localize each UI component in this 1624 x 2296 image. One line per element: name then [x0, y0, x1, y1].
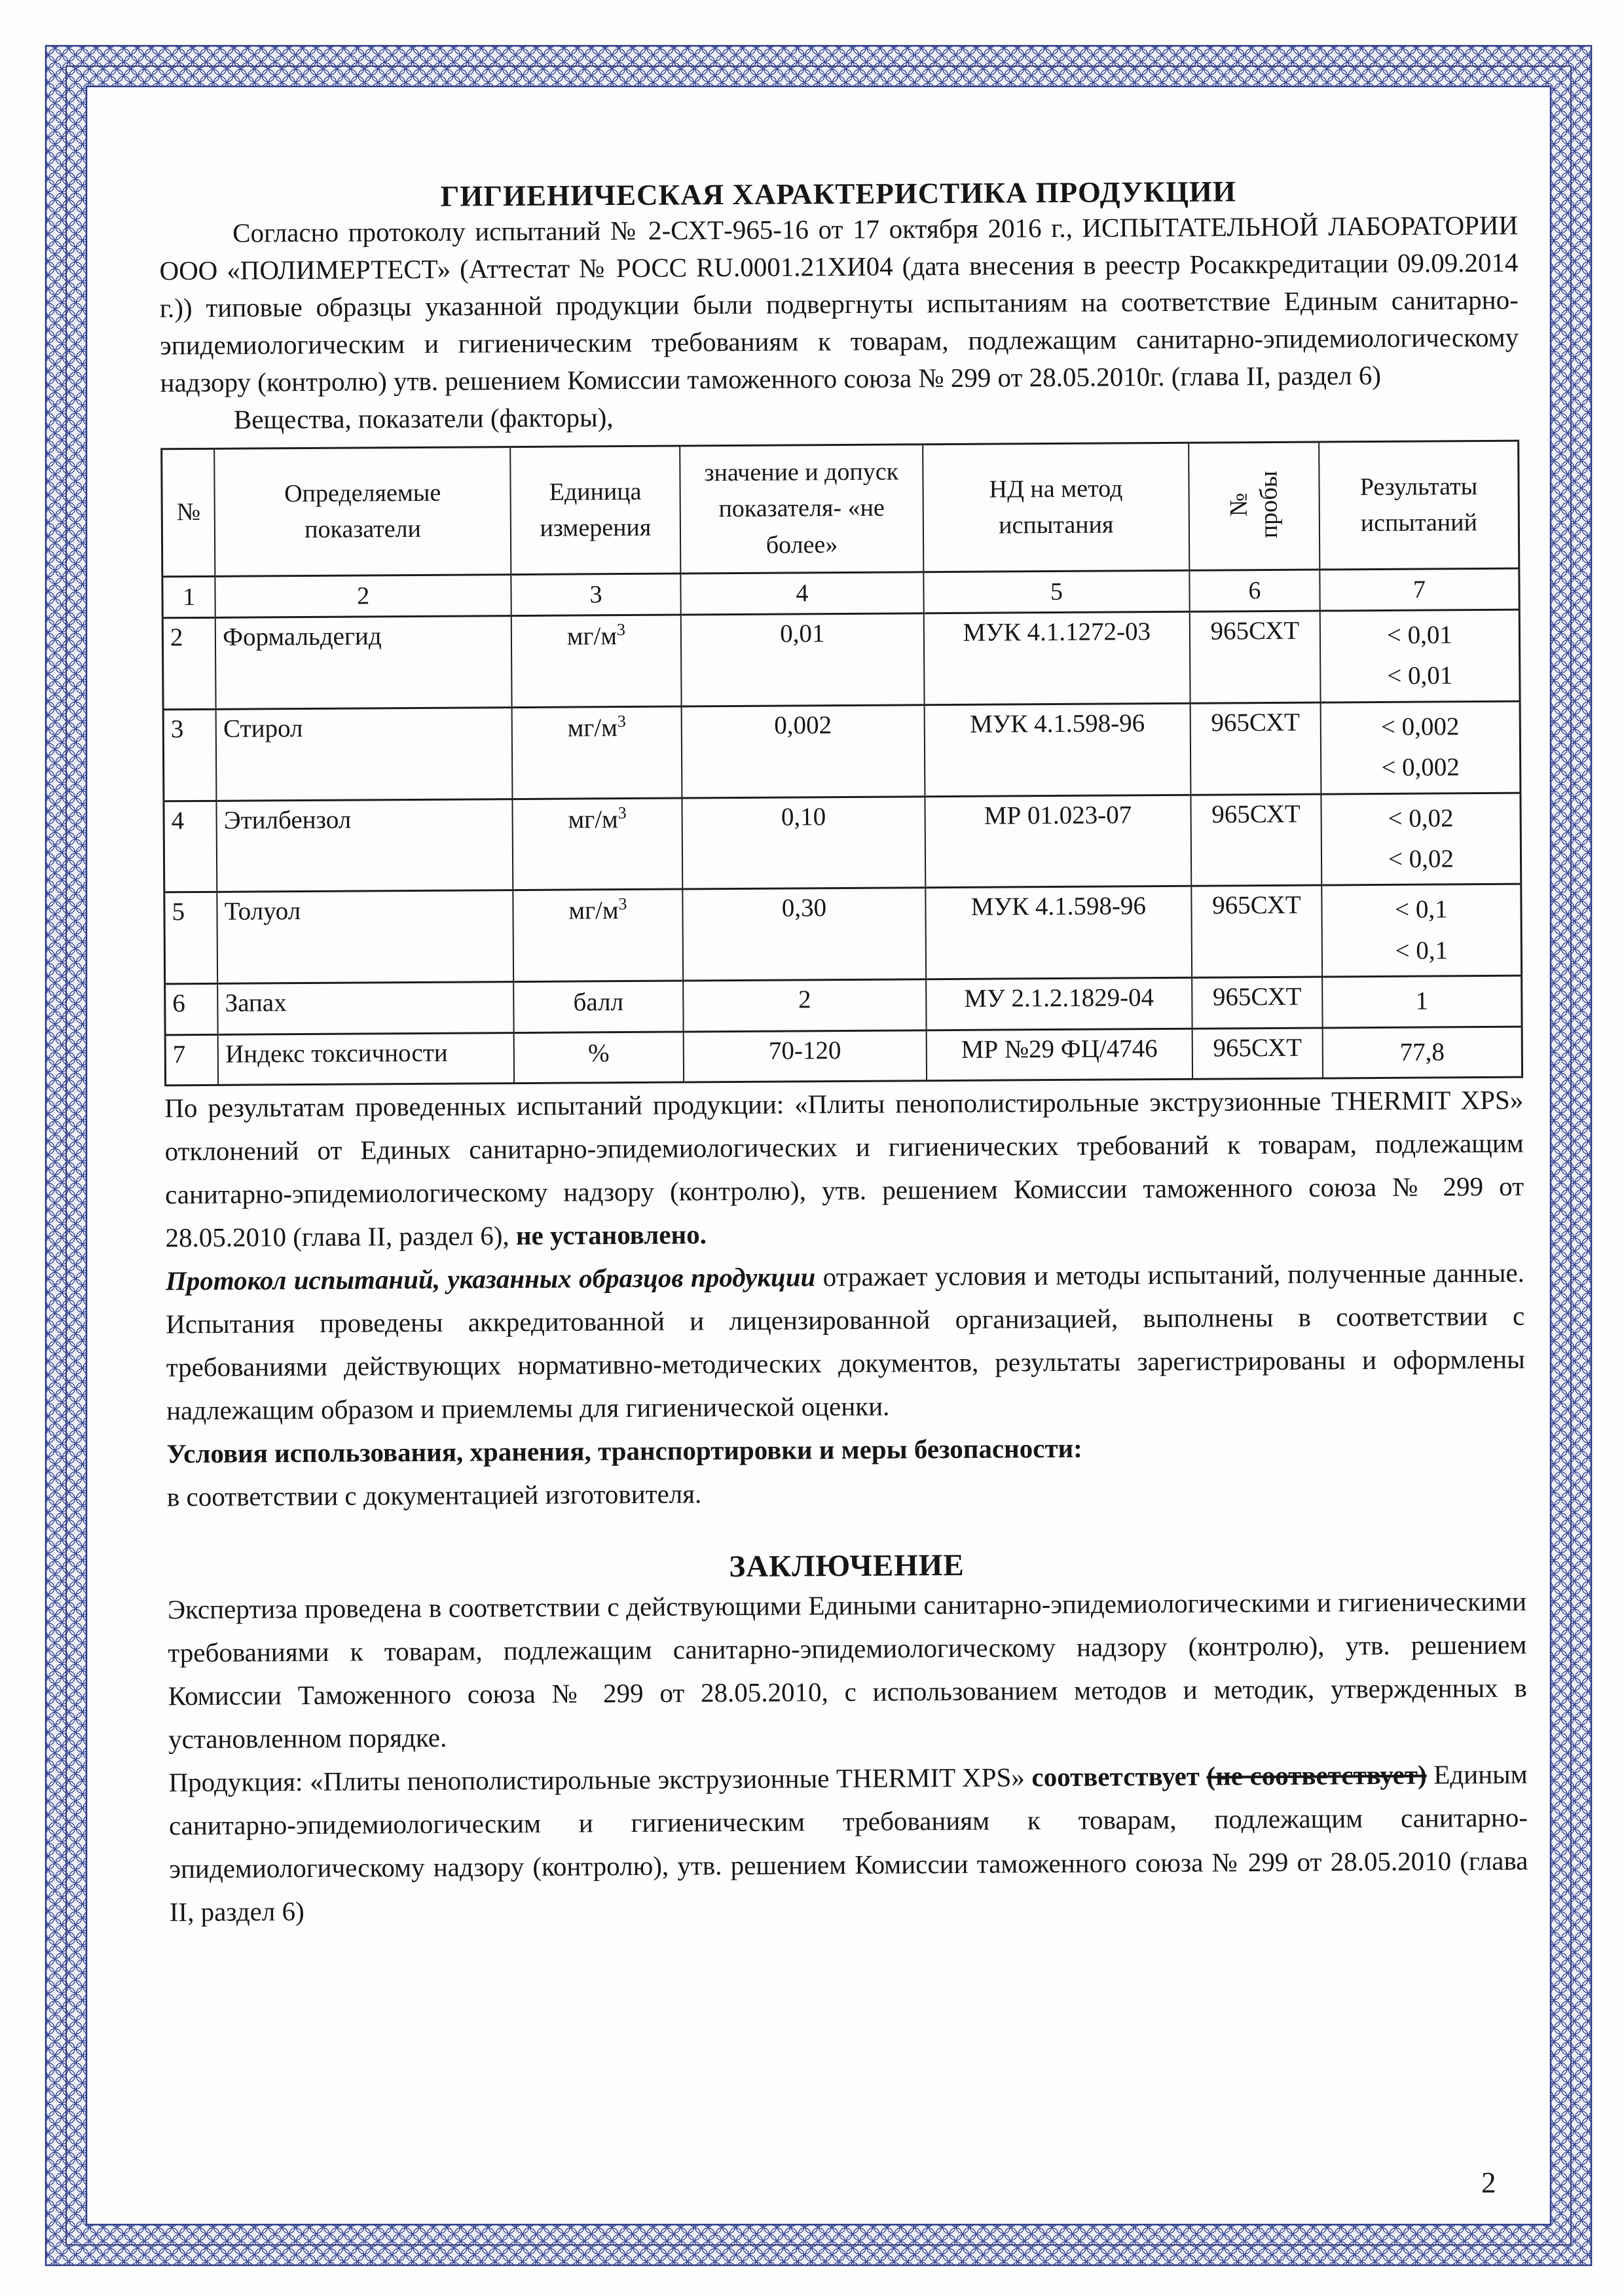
product-compliance-paragraph: [168, 1753, 1528, 1934]
expertise-paragraph: Экспертиза проведена в соответствии с действующими Едиными санитарно-эпидемиологическими и гигиеническими требованиями к товарам, подлежащим санитарно-эпидемиологическому надзору (контролю), утв. решением Комиссии Таможенного союза № 299 от 28.05.2010, с использованием методов и методик, утвержденных в установленном порядке.: [167, 1586, 1527, 1755]
results-cell: [1320, 701, 1520, 794]
conditions-value: в соответствии с документацией изготовителя.: [166, 1478, 702, 1512]
unit-text: мг/м: [566, 622, 618, 651]
method-cell: МУ 2.1.2.1829-04: [926, 977, 1192, 1030]
results-paragraph: [164, 1078, 1524, 1260]
complies-bold: соответствует: [1031, 1760, 1207, 1793]
protocol-paragraph: [166, 1251, 1526, 1432]
substance-name: Этилбензол: [217, 799, 513, 892]
protocol-paragraph-text: отражает условия и методы испытаний, полученные данные. Испытания проведены аккредитованной и лицензированной организацией, выполнены в соответствии с требованиями действующих нормативно-методических документов, результаты зарегистрированы и оформлены надлежащим образом и приемлемы для гигиенической оценки.: [166, 1257, 1525, 1426]
col-number: 4: [680, 572, 923, 615]
unit-text: мг/м: [568, 896, 619, 925]
row-num: 4: [164, 801, 217, 892]
limit-cell: 2: [683, 979, 926, 1032]
unit-cell: [513, 889, 683, 981]
table-row-ethylbenzene: [164, 793, 1521, 892]
unit-cell: [512, 706, 682, 799]
unit-sup: 3: [618, 803, 627, 822]
result-value: < 0,002: [1380, 712, 1460, 741]
page-number: 2: [1481, 2166, 1496, 2199]
method-cell: МР 01.023-07: [925, 795, 1191, 888]
col-number: 6: [1189, 570, 1320, 611]
results-cell: [1320, 610, 1520, 702]
substance-name: Стирол: [216, 707, 513, 801]
conditions-colon: :: [1073, 1432, 1082, 1463]
col-number: 1: [162, 576, 215, 617]
col-number: 7: [1320, 568, 1519, 611]
col-number: 5: [923, 570, 1189, 613]
unit-sup: 3: [617, 711, 626, 731]
header-unit: Единица измерения: [510, 446, 680, 575]
product-paragraph-text: Продукция: «Плиты пенополистирольные экструзионные THERMIT XPS»: [168, 1762, 1032, 1798]
substance-name: Запах: [217, 982, 513, 1034]
result-value: < 0,02: [1388, 803, 1454, 833]
substances-line: Вещества, показатели (факторы),: [233, 402, 614, 435]
product-paragraph-rest: Единым санитарно-эпидемиологическим и гигиеническим требованиям к товарам, подлежащим санитарно-эпидемиологическому надзору (контролю), утв. решением Комиссии таможенного союза № 299 от 28.05.2010 (глава II, раздел 6): [168, 1758, 1528, 1927]
results-cell: [1322, 1027, 1522, 1078]
table-row-odor: [165, 975, 1522, 1034]
conditions-heading-bold: Условия использования, хранения, транспортировки и меры безопасности: [166, 1432, 1074, 1469]
conclusion-heading: ЗАКЛЮЧЕНИЕ: [729, 1548, 965, 1584]
sample-cell: 965СХТ: [1190, 702, 1321, 795]
limit-cell: 0,002: [682, 705, 925, 798]
col-number: 2: [215, 575, 511, 618]
sample-cell: 965СХТ: [1192, 977, 1322, 1029]
header-method: НД на метод испытания: [923, 443, 1189, 572]
results-cell: [1321, 793, 1521, 886]
results-table: [160, 440, 1523, 1087]
col-number: 3: [511, 574, 680, 616]
table-row-toluene: [164, 884, 1522, 984]
result-value: < 0,01: [1386, 621, 1453, 649]
header-num: №: [162, 448, 215, 576]
unit-cell: [512, 798, 682, 890]
results-cell: [1322, 975, 1522, 1027]
header-limit: значение и допуск показателя- «не более»: [680, 445, 923, 574]
limit-cell: 0,01: [681, 613, 925, 706]
sample-cell: 965СХТ: [1191, 885, 1322, 977]
unit-cell: [511, 615, 682, 707]
table-row-toxicity-index: [165, 1027, 1522, 1085]
conditions-heading: [166, 1424, 1525, 1476]
protocol-lead-bold-italic: Протокол испытаний, указанных образцов продукции: [165, 1262, 816, 1296]
method-cell: МР №29 ФЦ/4746: [926, 1029, 1192, 1081]
unit-text: мг/м: [568, 805, 618, 834]
method-cell: МУК 4.1.598-96: [925, 886, 1192, 979]
header-sample-rotated-label: № пробы: [1225, 471, 1283, 539]
unit-sup: 3: [618, 894, 627, 914]
not-complies-strikethrough: (не соответствует): [1206, 1759, 1427, 1791]
row-num: 6: [165, 983, 218, 1034]
header-sample: [1189, 442, 1320, 570]
result-value: < 0,1: [1395, 895, 1448, 924]
table-row-formaldehyde: [162, 610, 1520, 709]
substance-name: Толуол: [217, 890, 514, 984]
limit-cell: 70-120: [684, 1030, 927, 1082]
result-value: < 0,01: [1387, 661, 1453, 691]
row-num: 7: [165, 1034, 218, 1085]
row-num: 2: [162, 617, 216, 709]
sample-cell: 965СХТ: [1190, 611, 1321, 703]
result-value: < 0,002: [1381, 753, 1460, 782]
header-results: Результаты испытаний: [1319, 441, 1519, 570]
row-num: 5: [164, 892, 218, 984]
limit-cell: 0,10: [682, 796, 925, 889]
result-value: < 0,1: [1395, 936, 1449, 965]
row-num: 3: [163, 709, 217, 801]
result-value: 77,8: [1399, 1037, 1445, 1066]
sample-cell: 965СХТ: [1190, 794, 1321, 886]
header-indicators: Определяемые показатели: [214, 447, 511, 577]
table-row-styrene: [163, 701, 1521, 801]
not-established-bold: не установлено.: [515, 1219, 707, 1250]
unit-cell: [514, 1032, 684, 1084]
unit-sup: 3: [616, 620, 626, 640]
unit-cell: [513, 981, 683, 1032]
substance-name: Индекс токсичности: [218, 1032, 514, 1085]
document-content: [158, 0, 1528, 1933]
method-cell: МУК 4.1.598-96: [924, 703, 1190, 796]
results-paragraph-text: По результатам проведенных испытаний продукции: «Плиты пенополистирольные экструзионные THERMIT XPS» отклонений от Единых санитарно-эпидемиологических и гигиенических требований к товарам, подлежащим санитарно-эпидемиологическому надзору (контролю), утв. решением Комиссии таможенного союза № 299 от 28.05.2010 (глава II, раздел 6),: [164, 1084, 1524, 1253]
unit-text: мг/м: [567, 713, 618, 742]
method-cell: МУК 4.1.1272-03: [924, 611, 1190, 704]
result-value: 1: [1415, 987, 1429, 1015]
document-title: ГИГИЕНИЧЕСКАЯ ХАРАКТЕРИСТИКА ПРОДУКЦИИ: [440, 175, 1237, 213]
table-header-row: [162, 441, 1519, 577]
sample-cell: 965СХТ: [1192, 1028, 1323, 1080]
result-value: < 0,02: [1388, 845, 1454, 873]
unit-text: %: [587, 1038, 610, 1067]
limit-cell: 0,30: [682, 888, 926, 981]
unit-text: балл: [573, 988, 624, 1017]
substance-name: Формальдегид: [215, 616, 512, 710]
results-cell: [1321, 884, 1521, 977]
intro-paragraph: Согласно протоколу испытаний № 2-СХТ-965-16 от 17 октября 2016 г., ИСПЫТАТЕЛЬНОЙ ЛАБОРАТОРИИ ООО «ПОЛИМЕРТЕСТ» (Аттестат № РОСС RU.0001.21ХИ04 (дата внесения в реестр Росаккредитации 09.09.2014 г.)) типовые образцы указанной продукции были подвергнуты испытаниям на соответствие Единым санитарно-эпидемиологическим и гигиеническим требованиям к товарам, подлежащим санитарно-эпидемиологическому надзору (контролю) утв. решением Комиссии таможенного союза № 299 от 28.05.2010г. (глава II, раздел 6): [159, 210, 1519, 398]
